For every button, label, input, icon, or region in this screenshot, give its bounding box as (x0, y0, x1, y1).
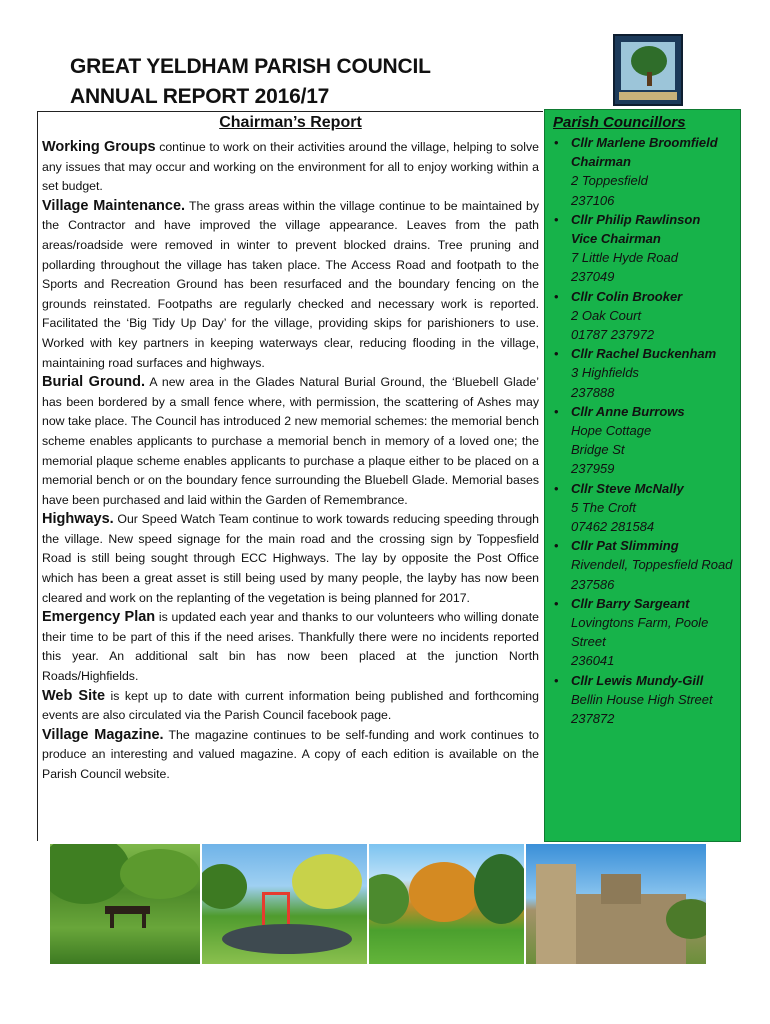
report-section (42, 138, 539, 197)
section-heading: Village Magazine. (42, 726, 164, 743)
councillor-name: Cllr Anne Burrows (571, 403, 685, 419)
report-section (42, 608, 539, 686)
councillor-item (551, 402, 734, 479)
report-section (42, 687, 539, 726)
councillor-item (551, 344, 734, 402)
councillor-item (551, 479, 734, 537)
councillor-name: Cllr Barry Sargeant (571, 595, 690, 611)
report-section (42, 726, 539, 785)
report-year: ANNUAL REPORT 2016/17 (70, 85, 330, 108)
councillor-name: Cllr Philip Rawlinson (571, 211, 701, 227)
councillor-detail: 01787 237972 (571, 327, 655, 343)
councillor-detail: 2 Oak Court (571, 307, 642, 323)
report-section (42, 373, 539, 510)
councillor-detail: 237888 (571, 384, 615, 400)
councillor-item (551, 594, 734, 671)
councillor-item (551, 210, 734, 287)
councillor-name: Cllr Colin Brooker (571, 288, 683, 304)
councillor-detail: 236041 (571, 653, 615, 669)
parish-crest (613, 34, 683, 106)
councillor-detail: 237049 (571, 269, 615, 285)
councillor-detail: 237106 (571, 192, 615, 208)
section-heading: Village Maintenance. (42, 197, 186, 214)
bullet-icon: • (554, 538, 559, 554)
councillor-item (551, 133, 734, 210)
councillor-detail: Bridge St (571, 442, 625, 458)
photo-recreation-ground (50, 844, 200, 964)
councillor-detail: 3 Highfields (571, 365, 639, 381)
council-name: GREAT YELDHAM PARISH COUNCIL (70, 55, 431, 78)
bullet-icon: • (554, 595, 559, 611)
report-section (42, 510, 539, 608)
councillor-detail: 2 Toppesfield (571, 173, 648, 189)
councillor-name: Cllr Lewis Mundy-Gill (571, 672, 704, 688)
councillors-sidebar (544, 109, 741, 842)
section-text: continue to work on their activities around the village, helping to solve any issues that may occur and working on the environment for all to enjoy working within a set budget. (42, 140, 539, 194)
councillor-detail: 5 The Croft (571, 499, 637, 515)
bullet-icon: • (554, 211, 559, 227)
councillor-name: Cllr Rachel Buckenham (571, 346, 717, 362)
bullet-icon: • (554, 135, 559, 150)
crest-tree-icon (621, 42, 675, 90)
section-heading: Emergency Plan (42, 609, 156, 626)
councillor-item (551, 287, 734, 345)
crest-banner (619, 92, 677, 100)
section-heading: Web Site (42, 687, 106, 704)
councillor-detail: Bellin House High Street (571, 691, 713, 707)
bullet-icon: • (554, 346, 559, 362)
section-text: The magazine continues to be self-funding and work continues to produce an interesting and valued magazine. A copy of each edition is available on the Parish Council website. (42, 727, 539, 781)
section-heading: Working Groups (42, 139, 156, 155)
section-heading: Burial Ground. (42, 374, 146, 391)
photo-playground (202, 844, 367, 964)
councillor-detail: Rivendell, Toppesfield Road (571, 557, 733, 573)
section-text: A new area in the Glades Natural Burial Ground, the ‘Bluebell Glade’ has been bordered by a small fence where, with permission, the scattering of Ashes may now take place. The Council has introduced 2 new memorial schemes: the memorial bench scheme enables applicants to purchase a memorial bench in memory of a loved one; the memorial plaque scheme enables applicants to purchase a plaque either to be placed on a memorial bench or on the boundary fence surrounding the Bluebell Glade. Memorial bases have been purchased and laid within the Garden of Remembrance. (42, 375, 540, 507)
councillor-detail: 237586 (571, 576, 615, 592)
councillors-title: Parish Councillors (553, 114, 686, 131)
bullet-icon: • (554, 288, 559, 304)
councillor-item (551, 671, 734, 729)
councillor-detail: 7 Little Hyde Road (571, 250, 678, 266)
councillor-role: Chairman (571, 154, 631, 170)
councillor-detail: Hope Cottage (571, 423, 652, 439)
bullet-icon: • (554, 672, 559, 688)
report-title (70, 52, 431, 112)
section-text: is updated each year and thanks to our volunteers who willing donate their time to be part of this if the need arises. Thankfully there were no incidents reported this year. An additional salt bin has now been placed at the junction North Roads/Highfields. (42, 610, 540, 684)
section-text: The grass areas within the village continue to be maintained by the Contractor and have improved the village appearance. Leaves from the path areas/roadside were removed in winter to prevent blocked drains. Tree pruning and pollarding throughout the village has taken place. The Access Road and footpath to the Sports and Recreation Ground has been resurfaced and the boundary fencing on the grounds reinstated. Footpaths are regularly checked and necessary work is reported. Facilitated the ‘Big Tidy Up Day’ for the village, providing skips for parishioners to use. Worked with key partners in keeping waterways clear, reducing flooding in the village, maintaining road surfaces and highways. (42, 198, 539, 370)
councillor-name: Cllr Marlene Broomfield (571, 135, 718, 150)
section-text: Our Speed Watch Team continue to work towards reducing speeding through the village. New speed signage for the main road and the crossing sign by Toppesfield Road is still being sought through ECC Highways. The lay by opposite the Post Office which has been a great asset is still being used by many people, the layby has now been cleared and work on the replanting of the vegetation is being planned for 2017. (42, 512, 539, 605)
section-heading: Highways. (42, 511, 114, 528)
report-sections (42, 138, 539, 785)
chairmans-report (37, 111, 543, 841)
bullet-icon: • (554, 403, 559, 419)
councillor-name: Cllr Pat Slimming (571, 538, 679, 554)
councillor-detail: 237959 (571, 461, 615, 477)
photo-church (526, 844, 706, 964)
section-text: is kept up to date with current information being published and forthcoming events are also circulated via the Parish Council facebook page. (42, 688, 539, 723)
councillor-name: Cllr Steve McNally (571, 480, 684, 496)
councillor-role: Vice Chairman (571, 231, 661, 247)
councillor-item (551, 536, 734, 594)
councillor-list (551, 133, 734, 728)
councillor-detail: 07462 281584 (571, 519, 655, 535)
councillor-detail: Lovingtons Farm, Poole Street (571, 615, 709, 650)
councillor-detail: 237872 (571, 711, 615, 727)
photo-strip (50, 844, 706, 964)
report-section (42, 197, 539, 373)
photo-park-trees (369, 844, 524, 964)
bullet-icon: • (554, 480, 559, 496)
chairmans-report-title: Chairman’s Report (219, 114, 362, 131)
